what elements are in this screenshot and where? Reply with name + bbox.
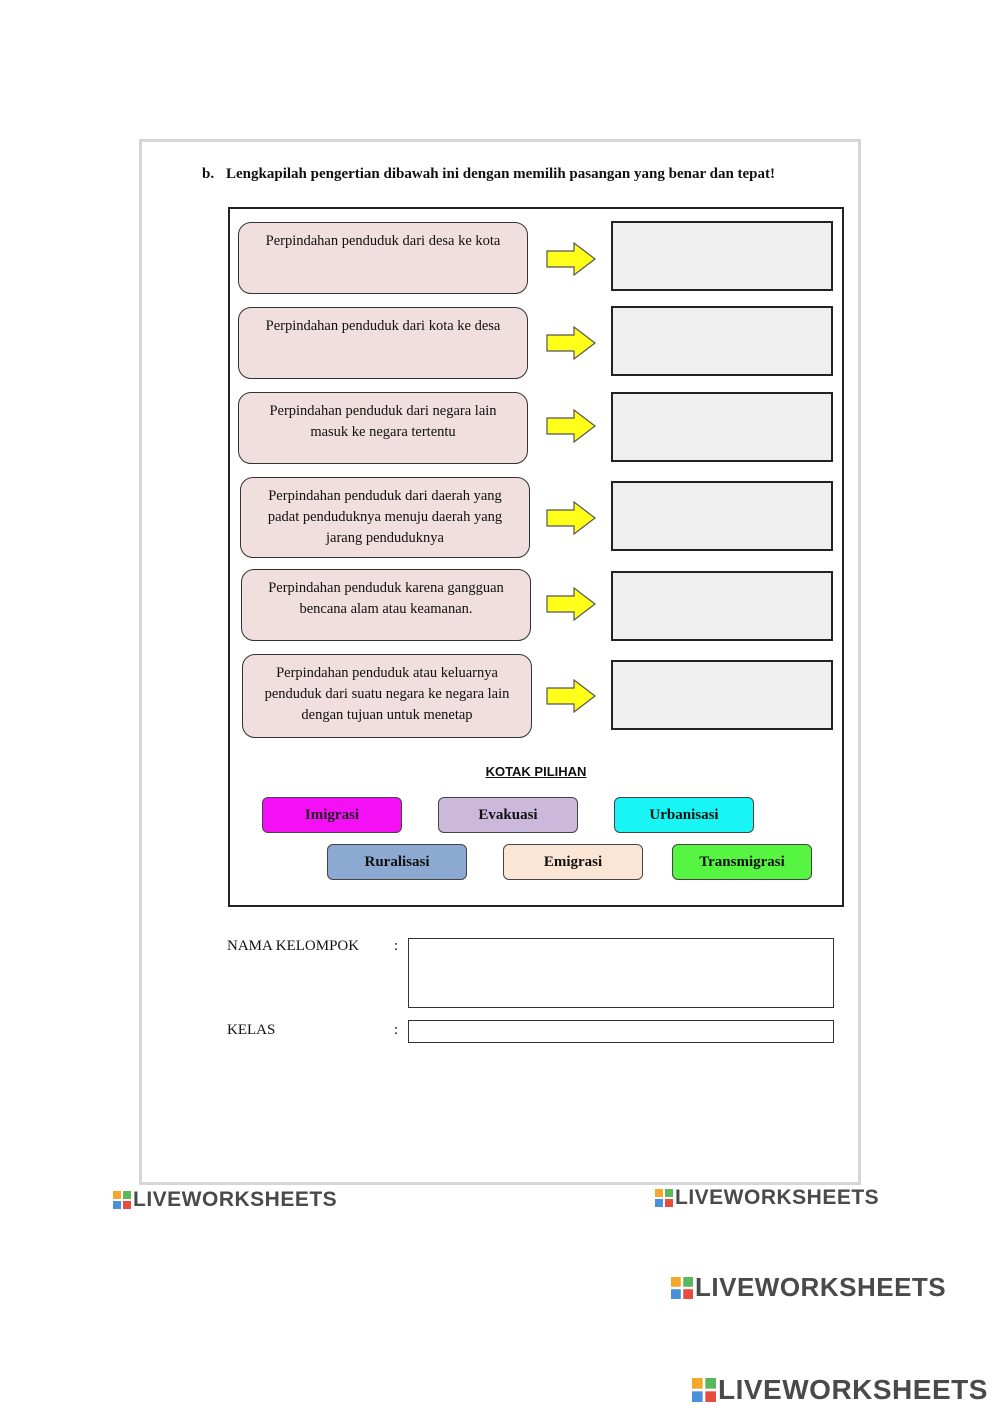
answer-slot-4[interactable]: [611, 481, 833, 551]
liveworksheets-logo: [692, 1374, 988, 1406]
arrow-right-icon: [546, 501, 596, 535]
definition-5: Perpindahan penduduk karena gangguan bencana alam atau keamanan.: [241, 569, 531, 641]
arrow-right-icon: [546, 326, 596, 360]
choice-ruralisasi[interactable]: Ruralisasi: [327, 844, 467, 880]
liveworksheets-logo-text: LIVEWORKSHEETS: [695, 1272, 947, 1302]
liveworksheets-logo-icon: [692, 1378, 716, 1402]
liveworksheets-logo: [655, 1186, 879, 1210]
group-name-field[interactable]: [408, 938, 834, 1008]
answer-slot-5[interactable]: [611, 571, 833, 641]
group-name-label: NAMA KELOMPOK: [227, 938, 360, 954]
liveworksheets-logo: [671, 1272, 946, 1303]
choice-urbanisasi[interactable]: Urbanisasi: [614, 797, 754, 833]
definition-2: Perpindahan penduduk dari kota ke desa: [238, 307, 528, 379]
arrow-right-icon: [546, 409, 596, 443]
liveworksheets-logo-text: LIVEWORKSHEETS: [718, 1374, 988, 1405]
liveworksheets-logo-icon: [113, 1191, 131, 1209]
instruction: [202, 166, 775, 183]
arrow-right-icon: [546, 679, 596, 713]
liveworksheets-logo-icon: [655, 1189, 673, 1207]
class-colon: :: [394, 1022, 399, 1038]
liveworksheets-logo: [113, 1188, 337, 1212]
definition-1: Perpindahan penduduk dari desa ke kota: [238, 222, 528, 294]
answer-slot-2[interactable]: [611, 306, 833, 376]
answer-slot-3[interactable]: [611, 392, 833, 462]
class-field[interactable]: [408, 1020, 834, 1043]
class-label: KELAS: [227, 1022, 276, 1038]
choice-transmigrasi[interactable]: Transmigrasi: [672, 844, 812, 880]
liveworksheets-logo-text: LIVEWORKSHEETS: [675, 1186, 880, 1209]
instruction-number: b.: [202, 166, 215, 182]
choices-title: KOTAK PILIHAN: [485, 764, 587, 779]
definition-6: Perpindahan penduduk atau keluarnya penduduk dari suatu negara ke negara lain dengan tujuan untuk menetap: [242, 654, 532, 738]
choice-emigrasi[interactable]: Emigrasi: [503, 844, 643, 880]
arrow-right-icon: [546, 242, 596, 276]
arrow-right-icon: [546, 587, 596, 621]
choice-evakuasi[interactable]: Evakuasi: [438, 797, 578, 833]
group-name-colon: :: [394, 938, 399, 954]
answer-slot-6[interactable]: [611, 660, 833, 730]
liveworksheets-logo-text: LIVEWORKSHEETS: [133, 1188, 338, 1211]
choice-imigrasi[interactable]: Imigrasi: [262, 797, 402, 833]
matching-box: [228, 207, 844, 907]
definition-3: Perpindahan penduduk dari negara lain masuk ke negara tertentu: [238, 392, 528, 464]
instruction-text: Lengkapilah pengertian dibawah ini dengan memilih pasangan yang benar dan tepat!: [226, 166, 776, 182]
liveworksheets-logo-icon: [671, 1277, 693, 1299]
definition-4: Perpindahan penduduk dari daerah yang padat penduduknya menuju daerah yang jarang penduduknya: [240, 477, 530, 558]
worksheet-page: [139, 139, 861, 1185]
answer-slot-1[interactable]: [611, 221, 833, 291]
